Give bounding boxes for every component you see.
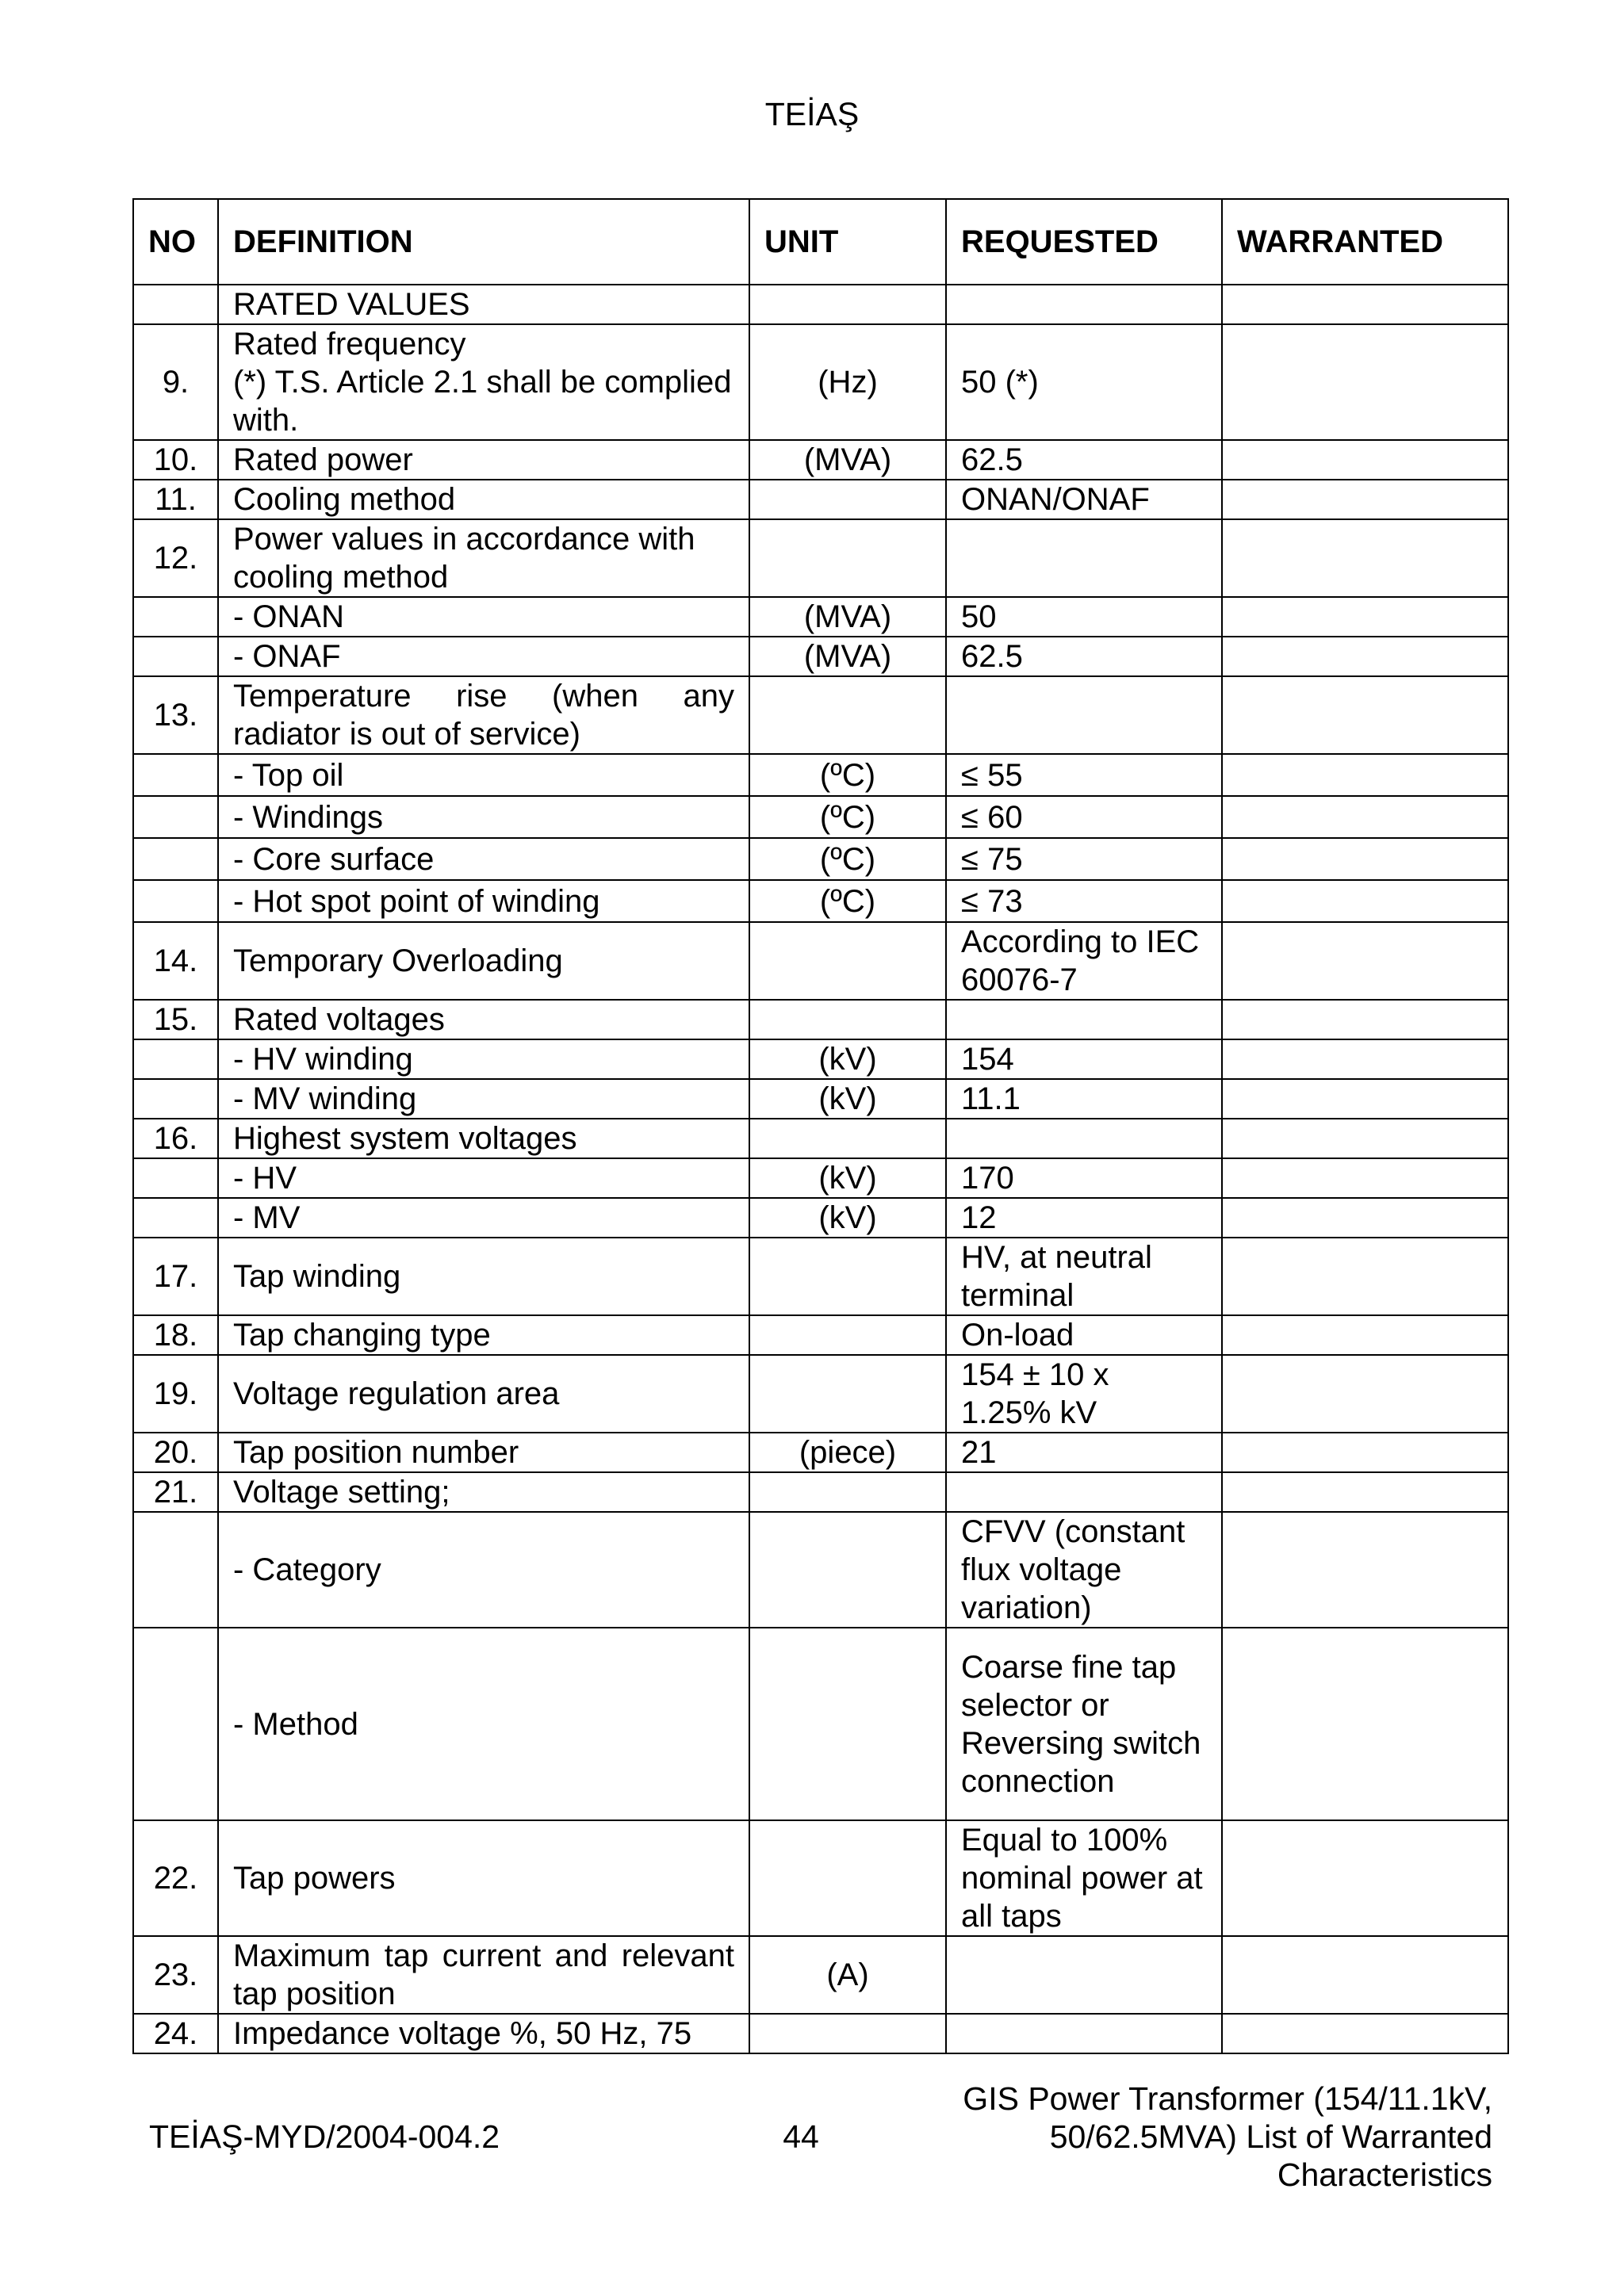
cell-unit: (ºC) xyxy=(749,754,946,796)
cell-no: 13. xyxy=(133,676,218,754)
cell-warranted xyxy=(1222,922,1508,1000)
cell-definition: Tap winding xyxy=(218,1238,749,1315)
cell-no: 20. xyxy=(133,1433,218,1472)
cell-requested: 21 xyxy=(946,1433,1222,1472)
table-row xyxy=(133,1433,1508,1472)
cell-requested: 12 xyxy=(946,1198,1222,1238)
table-row xyxy=(133,1079,1508,1119)
cell-unit: (kV) xyxy=(749,1079,946,1119)
footer-doc-title xyxy=(921,2080,1492,2194)
cell-unit: (Hz) xyxy=(749,324,946,440)
cell-unit xyxy=(749,922,946,1000)
cell-warranted xyxy=(1222,1433,1508,1472)
cell-warranted xyxy=(1222,1315,1508,1355)
table-row xyxy=(133,480,1508,519)
cell-unit: (kV) xyxy=(749,1158,946,1198)
table-row xyxy=(133,838,1508,880)
cell-no xyxy=(133,838,218,880)
cell-no: 19. xyxy=(133,1355,218,1433)
cell-warranted xyxy=(1222,637,1508,676)
table-row xyxy=(133,2014,1508,2053)
cell-requested xyxy=(946,1119,1222,1158)
cell-unit xyxy=(749,1820,946,1936)
cell-warranted xyxy=(1222,676,1508,754)
table-row xyxy=(133,754,1508,796)
cell-definition: - MV xyxy=(218,1198,749,1238)
cell-requested xyxy=(946,1472,1222,1512)
cell-requested: 170 xyxy=(946,1158,1222,1198)
table-row xyxy=(133,637,1508,676)
cell-unit: (A) xyxy=(749,1936,946,2014)
cell-no: 9. xyxy=(133,324,218,440)
table-row xyxy=(133,1238,1508,1315)
cell-unit: (kV) xyxy=(749,1198,946,1238)
page-header-title: TEİAŞ xyxy=(764,96,860,132)
cell-unit: (ºC) xyxy=(749,838,946,880)
cell-warranted xyxy=(1222,1198,1508,1238)
cell-no: 22. xyxy=(133,1820,218,1936)
cell-warranted xyxy=(1222,480,1508,519)
cell-no xyxy=(133,1158,218,1198)
column-header-definition: DEFINITION xyxy=(218,199,749,285)
cell-no: 11. xyxy=(133,480,218,519)
cell-warranted xyxy=(1222,1238,1508,1315)
cell-requested xyxy=(946,519,1222,597)
cell-definition: Impedance voltage %, 50 Hz, 75 xyxy=(218,2014,749,2053)
cell-warranted xyxy=(1222,1472,1508,1512)
table-row xyxy=(133,1039,1508,1079)
cell-warranted xyxy=(1222,1512,1508,1628)
cell-no xyxy=(133,1079,218,1119)
table-row xyxy=(133,1315,1508,1355)
cell-requested: ONAN/ONAF xyxy=(946,480,1222,519)
cell-requested: On-load xyxy=(946,1315,1222,1355)
cell-requested: 50 xyxy=(946,597,1222,637)
cell-requested: HV, at neutral terminal xyxy=(946,1238,1222,1315)
footer-doc-code: TEİAŞ-MYD/2004-004.2 xyxy=(149,2118,500,2155)
cell-unit xyxy=(749,1238,946,1315)
cell-no xyxy=(133,597,218,637)
cell-unit xyxy=(749,1355,946,1433)
cell-warranted xyxy=(1222,796,1508,838)
footer-doc-title-line: 50/62.5MVA) List of Warranted xyxy=(1049,2118,1492,2155)
cell-no xyxy=(133,796,218,838)
cell-warranted xyxy=(1222,2014,1508,2053)
table-row xyxy=(133,1119,1508,1158)
cell-definition: - ONAF xyxy=(218,637,749,676)
cell-unit: (MVA) xyxy=(749,440,946,480)
cell-definition: Tap powers xyxy=(218,1820,749,1936)
cell-definition: Maximum tap current and relevant tap position xyxy=(218,1936,749,2014)
cell-requested: According to IEC 60076-7 xyxy=(946,922,1222,1000)
section-no-cell xyxy=(133,285,218,324)
cell-requested xyxy=(946,676,1222,754)
cell-unit xyxy=(749,1315,946,1355)
cell-definition: - ONAN xyxy=(218,597,749,637)
cell-unit xyxy=(749,2014,946,2053)
cell-no: 18. xyxy=(133,1315,218,1355)
section-row xyxy=(133,285,1508,324)
cell-definition: - Method xyxy=(218,1628,749,1820)
cell-requested: 50 (*) xyxy=(946,324,1222,440)
cell-warranted xyxy=(1222,1355,1508,1433)
cell-warranted xyxy=(1222,1820,1508,1936)
section-title: RATED VALUES xyxy=(218,285,749,324)
table-row xyxy=(133,1820,1508,1936)
table-row xyxy=(133,1198,1508,1238)
cell-warranted xyxy=(1222,1936,1508,2014)
cell-no: 14. xyxy=(133,922,218,1000)
cell-requested: Coarse fine tap selector or Reversing switch connection xyxy=(946,1628,1222,1820)
cell-unit xyxy=(749,519,946,597)
table-row xyxy=(133,1472,1508,1512)
cell-no xyxy=(133,1039,218,1079)
column-header-warranted: WARRANTED xyxy=(1222,199,1508,285)
table-row xyxy=(133,796,1508,838)
table-row xyxy=(133,440,1508,480)
cell-unit xyxy=(749,1512,946,1628)
cell-definition: - HV winding xyxy=(218,1039,749,1079)
cell-unit xyxy=(749,1119,946,1158)
cell-no xyxy=(133,1628,218,1820)
cell-definition: Cooling method xyxy=(218,480,749,519)
cell-definition: Tap position number xyxy=(218,1433,749,1472)
cell-requested: 11.1 xyxy=(946,1079,1222,1119)
cell-requested: CFVV (constant flux voltage variation) xyxy=(946,1512,1222,1628)
cell-unit: (MVA) xyxy=(749,597,946,637)
cell-definition: Temperature rise (when any radiator is out of service) xyxy=(218,676,749,754)
cell-no: 12. xyxy=(133,519,218,597)
cell-requested: 62.5 xyxy=(946,637,1222,676)
cell-definition: - Core surface xyxy=(218,838,749,880)
cell-requested: 154 xyxy=(946,1039,1222,1079)
cell-definition: - Category xyxy=(218,1512,749,1628)
cell-unit: (piece) xyxy=(749,1433,946,1472)
warranted-characteristics-table xyxy=(132,198,1509,2054)
footer-doc-title-line: GIS Power Transformer (154/11.1kV, xyxy=(963,2080,1492,2117)
cell-definition: - Hot spot point of winding xyxy=(218,880,749,922)
cell-warranted xyxy=(1222,1158,1508,1198)
table-row xyxy=(133,922,1508,1000)
cell-definition: Rated power xyxy=(218,440,749,480)
cell-warranted xyxy=(1222,1628,1508,1820)
cell-no: 10. xyxy=(133,440,218,480)
cell-warranted xyxy=(1222,519,1508,597)
cell-no: 15. xyxy=(133,1000,218,1039)
cell-requested: 62.5 xyxy=(946,440,1222,480)
cell-definition: Voltage regulation area xyxy=(218,1355,749,1433)
cell-definition: Rated voltages xyxy=(218,1000,749,1039)
table-row xyxy=(133,1936,1508,2014)
cell-no xyxy=(133,754,218,796)
cell-requested xyxy=(946,2014,1222,2053)
column-header-requested: REQUESTED xyxy=(946,199,1222,285)
cell-definition: - HV xyxy=(218,1158,749,1198)
cell-unit: (ºC) xyxy=(749,796,946,838)
footer-doc-title-line: Characteristics xyxy=(1277,2156,1492,2193)
column-header-unit: UNIT xyxy=(749,199,946,285)
table-row xyxy=(133,1355,1508,1433)
cell-definition: Rated frequency (*) T.S. Article 2.1 shall be complied with. xyxy=(218,324,749,440)
cell-requested xyxy=(946,1000,1222,1039)
cell-unit: (ºC) xyxy=(749,880,946,922)
table-row xyxy=(133,597,1508,637)
cell-requested: 154 ± 10 x 1.25% kV xyxy=(946,1355,1222,1433)
cell-definition: - MV winding xyxy=(218,1079,749,1119)
cell-definition: - Top oil xyxy=(218,754,749,796)
table-row xyxy=(133,1000,1508,1039)
column-header-no: NO xyxy=(133,199,218,285)
cell-requested: ≤ 60 xyxy=(946,796,1222,838)
cell-unit xyxy=(749,676,946,754)
cell-no: 24. xyxy=(133,2014,218,2053)
cell-definition: Temporary Overloading xyxy=(218,922,749,1000)
cell-warranted xyxy=(1222,1119,1508,1158)
cell-no xyxy=(133,880,218,922)
cell-unit xyxy=(749,1628,946,1820)
table-row xyxy=(133,1158,1508,1198)
cell-no xyxy=(133,637,218,676)
cell-no: 16. xyxy=(133,1119,218,1158)
cell-definition: Highest system voltages xyxy=(218,1119,749,1158)
section-requested-cell xyxy=(946,285,1222,324)
footer-page-number: 44 xyxy=(783,2118,819,2155)
cell-unit: (kV) xyxy=(749,1039,946,1079)
table-row xyxy=(133,1628,1508,1820)
cell-definition: - Windings xyxy=(218,796,749,838)
cell-unit xyxy=(749,1472,946,1512)
section-warranted-cell xyxy=(1222,285,1508,324)
cell-warranted xyxy=(1222,1000,1508,1039)
cell-definition: Power values in accordance with cooling method xyxy=(218,519,749,597)
cell-definition: Voltage setting; xyxy=(218,1472,749,1512)
cell-no xyxy=(133,1512,218,1628)
table-row xyxy=(133,1512,1508,1628)
cell-no: 23. xyxy=(133,1936,218,2014)
cell-warranted xyxy=(1222,1039,1508,1079)
cell-requested: ≤ 55 xyxy=(946,754,1222,796)
cell-requested xyxy=(946,1936,1222,2014)
table-row xyxy=(133,880,1508,922)
table-header-row xyxy=(133,199,1508,285)
cell-definition: Tap changing type xyxy=(218,1315,749,1355)
cell-unit xyxy=(749,1000,946,1039)
cell-warranted xyxy=(1222,324,1508,440)
cell-unit: (MVA) xyxy=(749,637,946,676)
cell-no: 21. xyxy=(133,1472,218,1512)
cell-no xyxy=(133,1198,218,1238)
cell-requested: ≤ 73 xyxy=(946,880,1222,922)
cell-requested: Equal to 100% nominal power at all taps xyxy=(946,1820,1222,1936)
cell-requested: ≤ 75 xyxy=(946,838,1222,880)
cell-warranted xyxy=(1222,440,1508,480)
table-row xyxy=(133,676,1508,754)
cell-warranted xyxy=(1222,880,1508,922)
table-row xyxy=(133,519,1508,597)
cell-unit xyxy=(749,480,946,519)
cell-warranted xyxy=(1222,838,1508,880)
cell-no: 17. xyxy=(133,1238,218,1315)
cell-warranted xyxy=(1222,754,1508,796)
table-row xyxy=(133,324,1508,440)
section-unit-cell xyxy=(749,285,946,324)
cell-warranted xyxy=(1222,597,1508,637)
cell-warranted xyxy=(1222,1079,1508,1119)
